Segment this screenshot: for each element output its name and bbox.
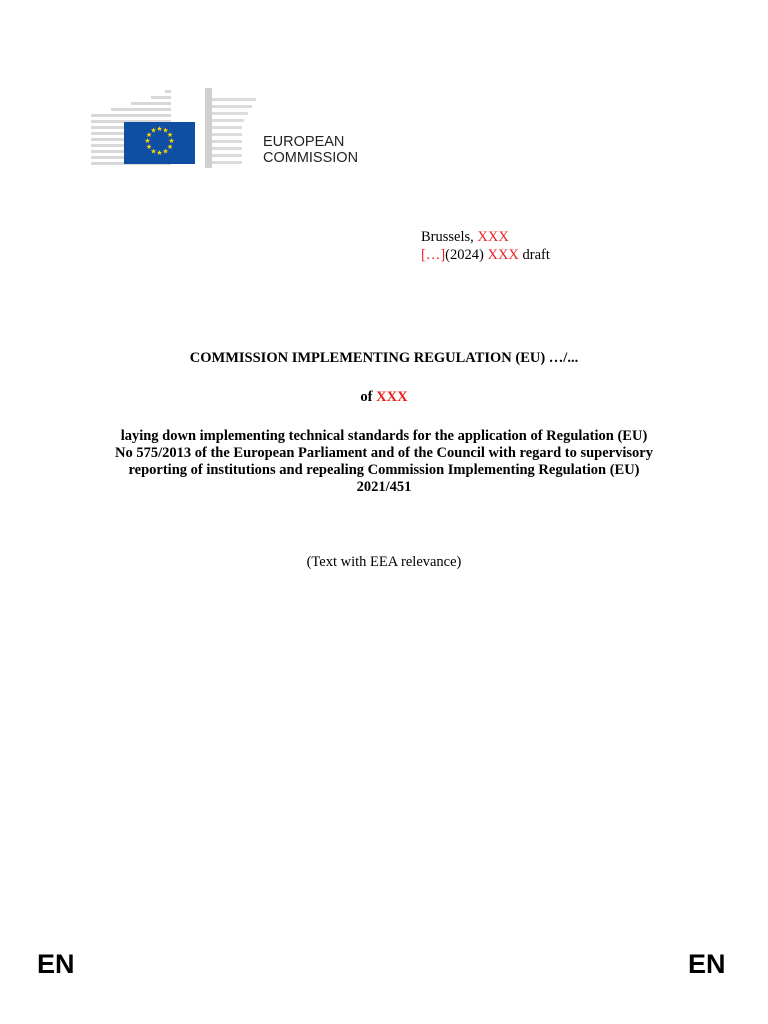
reference-suffix: draft	[518, 246, 550, 263]
reference-code: XXX	[487, 246, 519, 263]
commission-logo	[91, 88, 256, 168]
eea-relevance-note: (Text with EEA relevance)	[306, 554, 462, 570]
svg-text:★: ★	[166, 131, 174, 139]
document-title: COMMISSION IMPLEMENTING REGULATION (EU) …/...	[189, 350, 579, 366]
place-label: Brussels,	[421, 229, 478, 245]
commission-building-icon	[91, 88, 256, 168]
document-meta	[421, 229, 550, 264]
reference-bracket: […]	[421, 246, 446, 263]
language-code-right: EN	[688, 949, 726, 979]
svg-text:★: ★	[145, 143, 153, 151]
document-subject	[0, 428, 768, 496]
svg-text:★: ★	[168, 137, 175, 145]
logo-wordmark	[263, 134, 358, 166]
svg-text:★: ★	[150, 126, 157, 135]
svg-text:★: ★	[156, 149, 163, 157]
reference-line	[421, 247, 550, 265]
logo-text-line2: COMMISSION	[263, 150, 359, 166]
logo-text-line1: EUROPEAN	[263, 134, 345, 150]
of-line	[0, 389, 768, 406]
svg-text:★: ★	[145, 131, 153, 139]
svg-text:★: ★	[162, 126, 169, 135]
place-line	[421, 229, 550, 247]
svg-text:★: ★	[156, 125, 163, 133]
of-value: XXX	[376, 389, 408, 405]
reference-year: (2024)	[445, 246, 488, 263]
svg-text:★: ★	[166, 143, 174, 151]
svg-text:★: ★	[162, 147, 169, 156]
language-code-left: EN	[37, 949, 75, 979]
subject-line: laying down implementing technical standards for the application of Regulation (EU)	[120, 428, 648, 444]
place-code: XXX	[477, 229, 509, 245]
svg-text:★: ★	[150, 147, 157, 156]
subject-line: No 575/2013 of the European Parliament and of the Council with regard to supervisory	[115, 445, 653, 461]
svg-text:★: ★	[144, 137, 151, 145]
subject-line: reporting of institutions and repealing Commission Implementing Regulation (EU)	[128, 462, 640, 478]
of-prefix: of	[360, 389, 377, 405]
subject-line: 2021/451	[356, 479, 412, 495]
